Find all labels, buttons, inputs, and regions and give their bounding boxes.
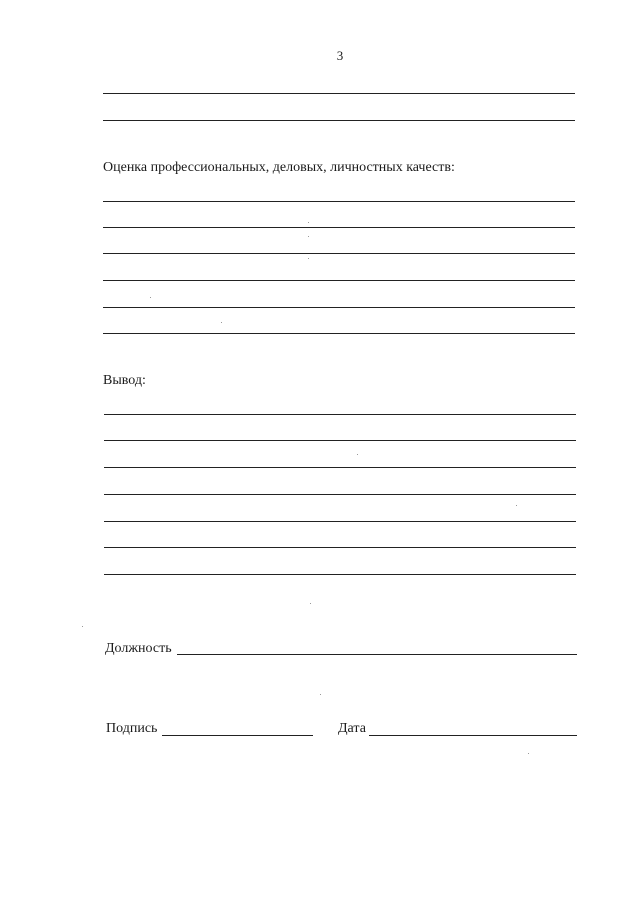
date-label: Дата [338, 721, 366, 736]
qualities-blank-line[interactable] [103, 227, 575, 228]
conclusion-blank-line[interactable] [104, 521, 576, 522]
scan-speck [150, 297, 151, 298]
qualities-blank-line[interactable] [103, 253, 575, 254]
qualities-blank-line[interactable] [103, 307, 575, 308]
conclusion-heading: Вывод: [103, 373, 146, 388]
scan-speck [221, 322, 222, 323]
qualities-blank-line[interactable] [103, 201, 575, 202]
conclusion-blank-line[interactable] [104, 494, 576, 495]
signature-label: Подпись [106, 721, 158, 736]
conclusion-blank-line[interactable] [104, 547, 576, 548]
date-blank-line[interactable] [369, 735, 577, 736]
page-number: 3 [336, 48, 344, 63]
qualities-heading: Оценка профессиональных, деловых, личностных качеств: [103, 160, 455, 175]
scan-speck [310, 603, 311, 604]
qualities-blank-line[interactable] [103, 333, 575, 334]
qualities-blank-line[interactable] [103, 280, 575, 281]
scan-speck [82, 626, 83, 627]
conclusion-blank-line[interactable] [104, 440, 576, 441]
scan-speck [308, 222, 309, 223]
scan-speck [516, 505, 517, 506]
scan-speck [357, 454, 358, 455]
top-blank-line[interactable] [103, 120, 575, 121]
scan-speck [308, 258, 309, 259]
conclusion-blank-line[interactable] [104, 414, 576, 415]
top-blank-line[interactable] [103, 93, 575, 94]
scan-speck [308, 236, 309, 237]
conclusion-blank-line[interactable] [104, 574, 576, 575]
scan-speck [320, 694, 321, 695]
position-label: Должность [105, 641, 172, 656]
conclusion-blank-line[interactable] [104, 467, 576, 468]
scan-speck [528, 753, 529, 754]
signature-blank-line[interactable] [162, 735, 313, 736]
position-blank-line[interactable] [177, 654, 577, 655]
